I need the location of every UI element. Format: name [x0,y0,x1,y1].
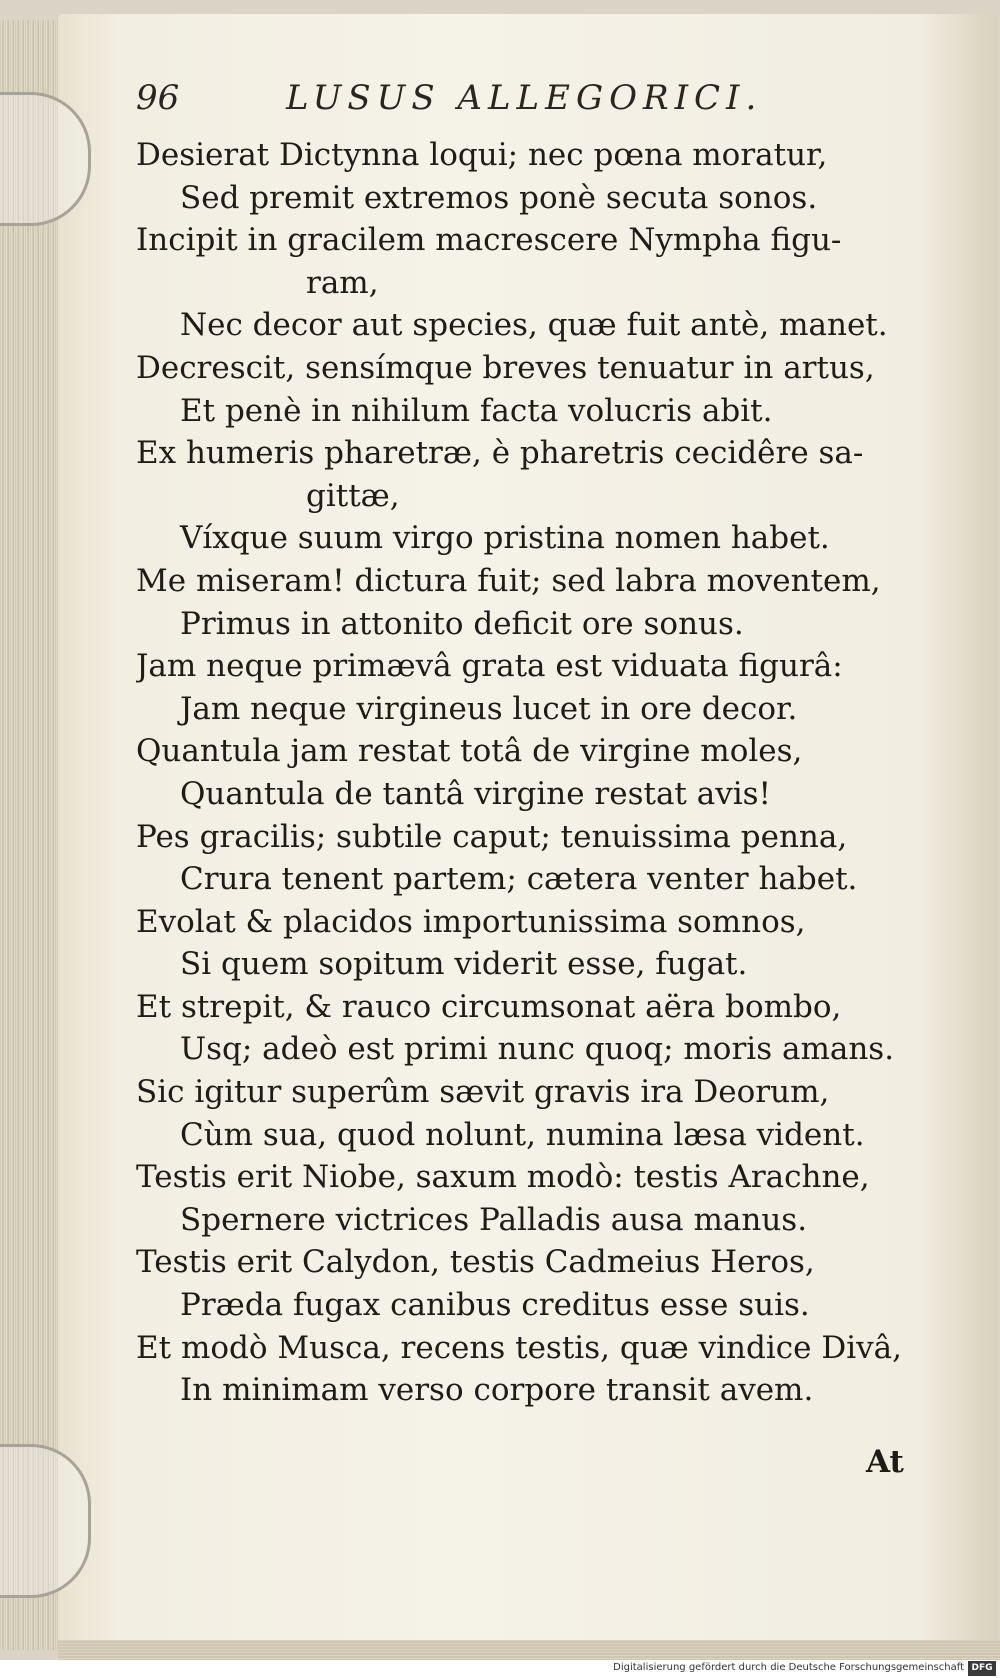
running-title: LUSUS ALLEGORICI. [286,78,763,118]
verse-line: Incipit in gracilem macrescere Nympha figu- [136,222,842,259]
page-stack-bottom [58,1640,1000,1660]
verse-line: Nec decor aut species, quæ fuit antè, manet. [180,307,888,344]
verse-line: Testis erit Niobe, saxum modò: testis Arachne, [136,1159,870,1196]
verse-line: Et strepit, & rauco circumsonat aëra bombo, [136,988,842,1025]
verse-line: Et penè in nihilum facta volucris abit. [180,392,773,429]
verse-line: Pes gracilis; subtile caput; tenuissima penna, [136,818,848,855]
verse-line: Quantula de tantâ virgine restat avis! [180,775,772,812]
funding-credit: Digitalisierung gefördert durch die Deutsche Forschungsgemeinschaft [613,1662,964,1673]
dfg-logo-icon: DFG [968,1661,996,1676]
catchword: At [866,1444,904,1480]
verse-line: ram, [306,264,379,301]
verse-line: Primus in attonito deficit ore sonus. [180,605,744,642]
book-clip-bottom [0,1444,91,1598]
verse-line: Decrescit, sensímque breves tenuatur in artus, [136,349,875,386]
verse-line: In minimam verso corpore transit avem. [180,1372,814,1409]
verse-line: Desierat Dictynna loqui; nec pœna moratur, [136,137,828,173]
verse-line: Cùm sua, quod nolunt, numina læsa vident. [180,1116,865,1153]
verse-line: Crura tenent partem; cætera venter habet. [180,861,858,898]
digitization-footer [0,1660,1000,1678]
verse-line: Víxque suum virgo pristina nomen habet. [180,520,830,557]
verse-line: Quantula jam restat totâ de virgine moles, [136,733,803,770]
verse-line: Spernere victrices Palladis ausa manus. [180,1201,808,1238]
verse-line: Testis erit Calydon, testis Cadmeius Heros, [136,1244,815,1281]
verse-line: Evolat & placidos importunissima somnos, [136,903,806,940]
verse-line: Jam neque virgineus lucet in ore decor. [180,690,798,727]
verse-line: Si quem sopitum viderit esse, fugat. [180,946,748,983]
verse-line: Sic igitur superûm sævit gravis ira Deorum, [136,1074,830,1111]
verse-line: Sed premit extremos ponè secuta sonos. [180,179,818,216]
verse-line: Jam neque primævâ grata est viduata figurâ: [136,648,843,685]
poem-text [136,134,962,1412]
page-stack-edge [0,20,60,1650]
page-number: 96 [136,78,180,118]
page-header [136,78,896,128]
verse-line: gittæ, [306,477,400,514]
verse-line: Me miseram! dictura fuit; sed labra moventem, [136,562,881,599]
verse-line: Usq; adeò est primi nunc quoq; moris amans. [180,1031,895,1068]
verse-line: Ex humeris pharetræ, è pharetris cecidêre sa- [136,435,864,472]
verse-line: Et modò Musca, recens testis, quæ vindice Divâ, [136,1329,902,1366]
verse-line: Præda fugax canibus creditus esse suis. [180,1287,810,1324]
